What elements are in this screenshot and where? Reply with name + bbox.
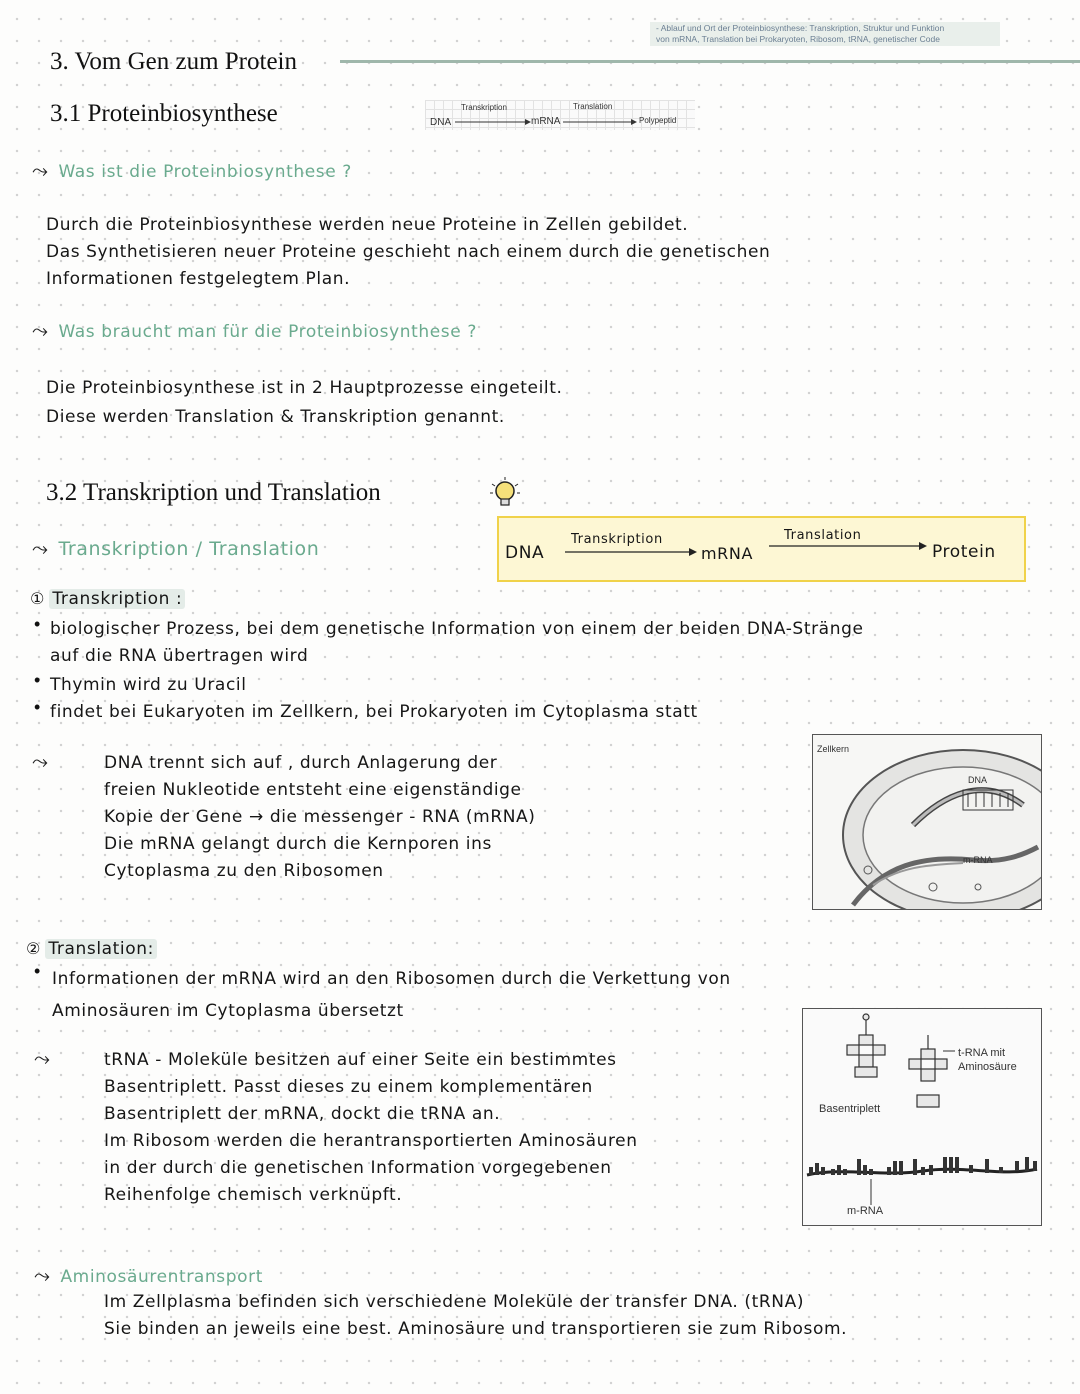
figure-label-mrna: m-RNA [963,855,993,865]
amino-transport-line1: Im Zellplasma befinden sich verschiedene Moleküle der transfer DNA. (tRNA) [104,1292,805,1312]
amino-transport-heading-text: Aminosäurentransport [60,1267,263,1287]
translation-detail-line4: Im Ribosom werden die herantransportierten Aminosäuren [104,1131,638,1151]
translation-bullet-1-line2: Aminosäuren im Cytoplasma übersetzt [52,1001,404,1021]
flow-arrows [499,518,1024,580]
mini-dna-label: DNA [430,117,452,128]
transcription-bullet-1 [50,616,864,670]
answer-2 [46,374,563,432]
translation-detail-line2: Basentriplett. Passt dieses zu einem komplementären [104,1077,593,1097]
translation-detail-line6: Reihenfolge chemisch verknüpft. [104,1185,403,1205]
answer-1-line1: Durch die Proteinbiosynthese werden neue Proteine in Zellen gebildet. [46,215,689,235]
squiggle-arrow-icon: ⤳ [32,536,48,560]
figure-label-amino: Aminosäure [958,1061,1017,1073]
bullet-icon: • [34,614,41,634]
flow-protein: Protein [932,542,996,562]
trna-figure [802,1008,1042,1226]
lightbulb-icon [488,476,522,512]
squiggle-arrow-icon: ⤳ [34,1046,50,1070]
squiggle-arrow-icon: ⤳ [32,158,48,182]
transcription-detail-line4: Die mRNA gelangt durch die Kernporen ins [104,834,492,854]
mini-transcription-label: Transkription [461,103,507,112]
answer-2-line1: Die Proteinbiosynthese ist in 2 Hauptprozesse eingeteilt. [46,378,563,398]
translation-heading-text: Translation: [45,939,157,959]
bullet-icon: • [34,670,41,690]
chapter-title: 3. Vom Gen zum Protein [50,48,297,75]
transcription-bullet-1-line2: auf die RNA übertragen wird [50,646,309,666]
transcription-bullet-2: Thymin wird zu Uracil [50,675,247,695]
section-title-3-2: 3.2 Transkription und Translation [46,479,381,506]
number-2-icon: ② [26,939,41,958]
figure-label-triplet: Basentriplett [819,1103,881,1115]
nucleus-figure [812,734,1042,910]
amino-transport-text [104,1289,847,1343]
flow-mrna: mRNA [701,544,754,563]
subheading-text: Transkription / Translation [58,538,320,560]
squiggle-arrow-icon: ⤳ [32,318,48,342]
answer-1-line2: Das Synthetisieren neuer Proteine geschieht nach einem durch die genetischen [46,242,771,262]
section-title-3-1: 3.1 Proteinbiosynthese [50,100,278,127]
figure-label-trna: t-RNA mit [958,1047,1006,1059]
translation-detail-line1: tRNA - Moleküle besitzen auf einer Seite ein bestimmtes [104,1050,617,1070]
mini-arrows [425,100,695,130]
figure-label-nucleus: Zellkern [817,744,850,754]
question-1-text: Was ist die Proteinbiosynthese ? [58,162,352,182]
bullet-icon: • [34,961,41,981]
transcription-heading [30,585,185,613]
subheading-transcription-translation [32,536,319,563]
figure-label-mrna: m-RNA [847,1205,884,1217]
question-2 [32,318,477,346]
mini-translation-label: Translation [573,102,613,111]
transcription-detail-line3: Kopie der Gene → die messenger - RNA (mRNA) [104,807,536,827]
transcription-bullet-3: findet bei Eukaryoten im Zellkern, bei Prokaryoten im Cytoplasma statt [50,702,698,722]
transcription-detail-line5: Cytoplasma zu den Ribosomen [104,861,384,881]
question-1 [32,158,352,186]
squiggle-arrow-icon: ⤳ [32,749,48,773]
header-note [650,22,1000,46]
answer-2-line2: Diese werden Translation & Transkription genannt. [46,407,505,427]
translation-detail-line5: in der durch die genetischen Information vorgegebenen [104,1158,612,1178]
answer-1 [46,212,770,293]
translation-detail-line3: Basentriplett der mRNA, dockt die tRNA an. [104,1104,501,1124]
transcription-bullet-1-line1: biologischer Prozess, bei dem genetische Information von einem der beiden DNA-Stränge [50,619,864,639]
flow-translation: Translation [784,528,862,543]
header-note-line2: von mRNA, Translation bei Prokaryoten, Ribosom, tRNA, genetischer Code [656,34,940,44]
amino-transport-line2: Sie binden an jeweils eine best. Aminosäure und transportieren sie zum Ribosom. [104,1319,848,1339]
squiggle-arrow-icon: ⤳ [34,1263,50,1287]
mini-mrna-label: mRNA [531,116,561,127]
amino-transport-heading [34,1263,263,1291]
bullet-icon: • [34,697,41,717]
translation-detail [104,1047,638,1209]
translation-heading [26,935,157,963]
transcription-heading-text: Transkription : [49,589,185,609]
translation-bullet-1 [52,963,731,1027]
answer-1-line3: Informationen festgelegtem Plan. [46,269,351,289]
translation-bullet-1-line1: Informationen der mRNA wird an den Ribosomen durch die Verkettung von [52,969,731,989]
flow-dna: DNA [505,543,545,563]
mini-flow-diagram [425,100,695,130]
transcription-detail-line2: freien Nukleotide entsteht eine eigenständige [104,780,522,800]
flow-box [497,516,1026,582]
transcription-detail-line1: DNA trennt sich auf , durch Anlagerung der [104,753,498,773]
transcription-detail [104,750,536,885]
figure-label-dna: DNA [968,775,988,785]
title-rule [340,60,1080,63]
mini-polypeptide-label: Polypeptid [639,116,677,125]
header-note-line1: - Ablauf und Ort der Proteinbiosynthese: Transkription, Struktur und Funktion [656,23,945,33]
trna-illustration [803,1009,1041,1225]
question-2-text: Was braucht man für die Proteinbiosynthese ? [58,322,477,342]
nucleus-illustration [813,735,1041,909]
flow-transcription: Transkription [571,532,663,547]
number-1-icon: ① [30,589,45,608]
